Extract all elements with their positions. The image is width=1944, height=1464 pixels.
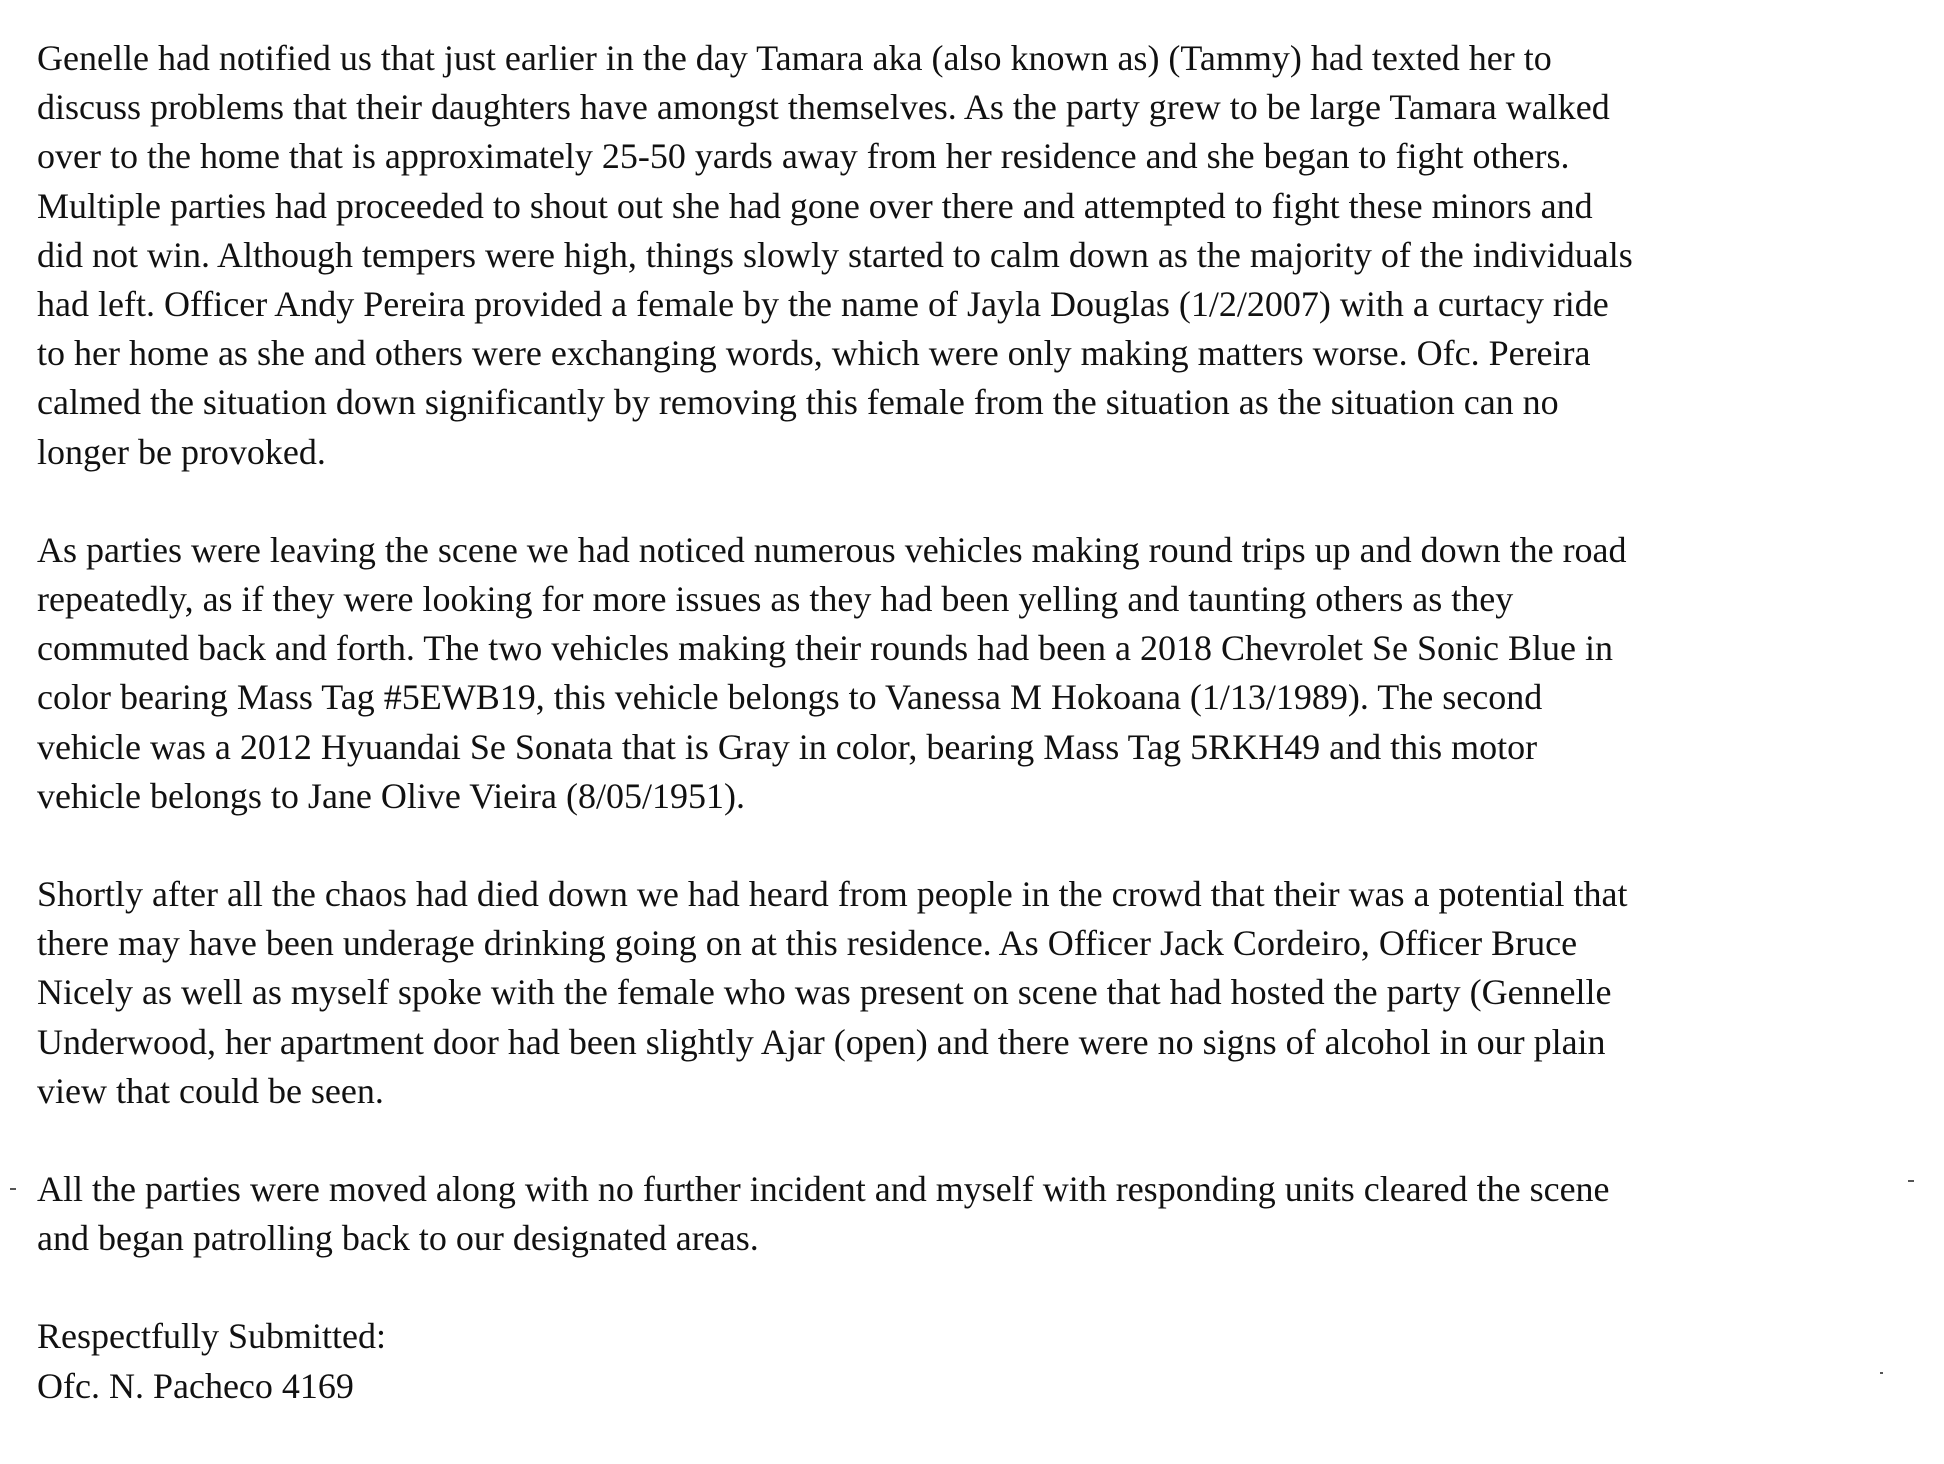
scan-artifact-dot — [1880, 1372, 1883, 1374]
text-line: calmed the situation down significantly by removing this female from the situation as the situation can no — [37, 382, 1559, 423]
paragraph-party-incident — [37, 34, 1897, 477]
text-line: to her home as she and others were exchanging words, which were only making matters worse. Ofc. Pereira — [37, 333, 1591, 374]
text-line: there may have been underage drinking going on at this residence. As Officer Jack Cordeiro, Officer Bruce — [37, 923, 1578, 964]
closing-block — [37, 1312, 1897, 1410]
text-line: color bearing Mass Tag #5EWB19, this vehicle belongs to Vanessa M Hokoana (1/13/1989). The second — [37, 677, 1543, 718]
text-line: Genelle had notified us that just earlier in the day Tamara aka (also known as) (Tammy) had texted her to — [37, 38, 1552, 78]
text-line: Underwood, her apartment door had been slightly Ajar (open) and there were no signs of alcohol in our plain — [37, 1021, 1606, 1062]
text-line: longer be provoked. — [37, 431, 326, 472]
text-line: over to the home that is approximately 25-50 yards away from her residence and she began to fight others. — [37, 136, 1570, 177]
scan-artifact-right — [1908, 1180, 1914, 1182]
salutation: Respectfully Submitted: — [37, 1316, 386, 1357]
text-line: repeatedly, as if they were looking for more issues as they had been yelling and taunting others as they — [37, 579, 1514, 620]
text-line: view that could be seen. — [37, 1070, 384, 1111]
text-line: Multiple parties had proceeded to shout out she had gone over there and attempted to fight these minors and — [37, 185, 1593, 226]
paragraph-conclusion — [37, 1165, 1897, 1263]
report-narrative — [37, 34, 1897, 1411]
text-line: vehicle belongs to Jane Olive Vieira (8/05/1951). — [37, 775, 745, 816]
paragraph-underage-drinking — [37, 870, 1897, 1116]
signature: Ofc. N. Pacheco 4169 — [37, 1365, 354, 1406]
text-line: Nicely as well as myself spoke with the female who was present on scene that had hosted the party (Gennelle — [37, 972, 1612, 1013]
scan-artifact-left — [10, 1188, 16, 1190]
text-line: did not win. Although tempers were high, things slowly started to calm down as the majority of the individuals — [37, 234, 1633, 275]
paragraph-vehicles — [37, 526, 1897, 821]
text-line: commuted back and forth. The two vehicles making their rounds had been a 2018 Chevrolet Se Sonic Blue in — [37, 628, 1613, 669]
text-line: vehicle was a 2012 Hyuandai Se Sonata that is Gray in color, bearing Mass Tag 5RKH49 and this motor — [37, 726, 1538, 767]
text-line: discuss problems that their daughters have amongst themselves. As the party grew to be large Tamara walked — [37, 87, 1610, 128]
text-line: and began patrolling back to our designated areas. — [37, 1218, 759, 1259]
text-line: Shortly after all the chaos had died down we had heard from people in the crowd that their was a potential that — [37, 874, 1628, 915]
text-line: As parties were leaving the scene we had noticed numerous vehicles making round trips up and down the road — [37, 529, 1627, 570]
text-line: had left. Officer Andy Pereira provided a female by the name of Jayla Douglas (1/2/2007) with a curtacy ride — [37, 284, 1609, 325]
text-line: All the parties were moved along with no further incident and myself with responding units cleared the scene — [37, 1169, 1610, 1210]
